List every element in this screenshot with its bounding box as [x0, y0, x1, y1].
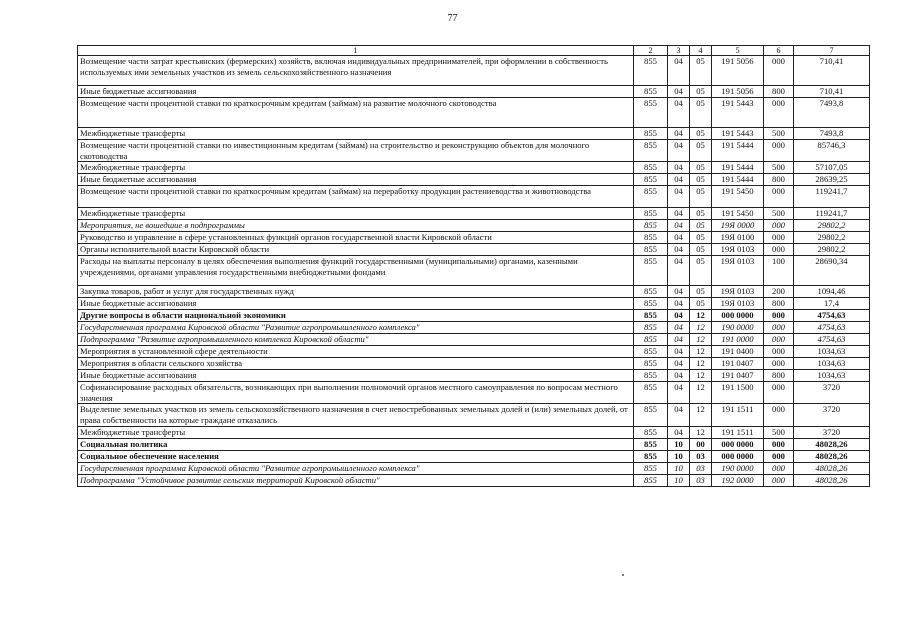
row-type-cell: 000 [764, 220, 794, 232]
row-amount-cell: 29802,2 [794, 244, 870, 256]
row-amount-cell: 1034,63 [794, 358, 870, 370]
row-target-cell: 191 5450 [712, 186, 764, 208]
row-name-cell: Выделение земельных участков из земель сельскохозяйственного назначения в счет невостребованных земельных долей и (или) земельных долей, от права собственности на которые граждане отказались [78, 404, 634, 426]
row-type-cell: 800 [764, 174, 794, 186]
row-section-cell: 10 [668, 438, 690, 450]
table-row [78, 322, 870, 334]
row-subsection-cell: 05 [690, 86, 712, 98]
row-target-cell: 19Я 0000 [712, 220, 764, 232]
row-name-cell: Возмещение части процентной ставки по краткосрочным кредитам (займам) на развитие молочного скотоводства [78, 98, 634, 128]
row-section-cell: 10 [668, 450, 690, 462]
row-section-cell: 04 [668, 128, 690, 140]
table-row [78, 426, 870, 438]
row-section-cell: 04 [668, 310, 690, 322]
row-name-cell: Социальное обеспечение населения [78, 450, 634, 462]
row-section-cell: 04 [668, 232, 690, 244]
row-type-cell: 000 [764, 404, 794, 426]
row-target-cell: 190 0000 [712, 462, 764, 474]
row-name-cell: Расходы на выплаты персоналу в целях обеспечения выполнения функций государственными (муниципальными) органами, казенными учреждениями, органами управления государственными внебюджетными фондами [78, 256, 634, 286]
row-amount-cell: 3720 [794, 426, 870, 438]
row-amount-cell: 29802,2 [794, 232, 870, 244]
row-code-cell: 855 [634, 256, 668, 286]
row-code-cell: 855 [634, 186, 668, 208]
row-name-cell: Мероприятия, не вошедшие в подпрограммы [78, 220, 634, 232]
scan-speck [622, 574, 624, 576]
row-amount-cell: 4754,63 [794, 334, 870, 346]
row-subsection-cell: 05 [690, 56, 712, 86]
table-row [78, 140, 870, 162]
row-name-cell: Руководство и управление в сфере установленных функций органов государственной власти Кировской области [78, 232, 634, 244]
row-code-cell: 855 [634, 162, 668, 174]
row-amount-cell: 710,41 [794, 56, 870, 86]
row-target-cell: 191 5444 [712, 162, 764, 174]
header-cell: 4 [690, 46, 712, 56]
row-name-cell: Иные бюджетные ассигнования [78, 298, 634, 310]
row-target-cell: 191 5056 [712, 56, 764, 86]
row-target-cell: 191 5444 [712, 140, 764, 162]
row-target-cell: 191 0400 [712, 346, 764, 358]
row-type-cell: 000 [764, 462, 794, 474]
row-section-cell: 04 [668, 140, 690, 162]
row-section-cell: 10 [668, 462, 690, 474]
table-row [78, 286, 870, 298]
table-header-row [78, 46, 870, 56]
row-amount-cell: 119241,7 [794, 186, 870, 208]
row-amount-cell: 48028,26 [794, 462, 870, 474]
row-subsection-cell: 05 [690, 174, 712, 186]
row-section-cell: 04 [668, 334, 690, 346]
row-subsection-cell: 05 [690, 232, 712, 244]
row-code-cell: 855 [634, 426, 668, 438]
header-cell: 5 [712, 46, 764, 56]
row-target-cell: 000 0000 [712, 450, 764, 462]
header-cell: 3 [668, 46, 690, 56]
row-section-cell: 04 [668, 56, 690, 86]
row-section-cell: 04 [668, 286, 690, 298]
row-name-cell: Подпрограмма "Устойчивое развитие сельских территорий Кировской области" [78, 474, 634, 486]
row-amount-cell: 7493,8 [794, 128, 870, 140]
row-name-cell: Иные бюджетные ассигнования [78, 86, 634, 98]
row-subsection-cell: 05 [690, 286, 712, 298]
table-row [78, 256, 870, 286]
row-code-cell: 855 [634, 358, 668, 370]
row-section-cell: 04 [668, 86, 690, 98]
row-type-cell: 000 [764, 334, 794, 346]
row-target-cell: 192 0000 [712, 474, 764, 486]
row-subsection-cell: 05 [690, 140, 712, 162]
table-row [78, 98, 870, 128]
header-cell: 6 [764, 46, 794, 56]
row-amount-cell: 28690,34 [794, 256, 870, 286]
row-code-cell: 855 [634, 382, 668, 404]
row-name-cell: Софинансирование расходных обязательств, возникающих при выполнении полномочий органов местного самоуправления по вопросам местного значения [78, 382, 634, 404]
header-cell: 7 [794, 46, 870, 56]
row-section-cell: 04 [668, 370, 690, 382]
row-amount-cell: 3720 [794, 404, 870, 426]
table-row [78, 382, 870, 404]
row-amount-cell: 7493,8 [794, 98, 870, 128]
row-type-cell: 500 [764, 426, 794, 438]
table-row [78, 162, 870, 174]
row-subsection-cell: 05 [690, 128, 712, 140]
row-subsection-cell: 12 [690, 322, 712, 334]
row-name-cell: Возмещение части процентной ставки по краткосрочным кредитам (займам) на переработку продукции растениеводства и животноводства [78, 186, 634, 208]
row-type-cell: 800 [764, 370, 794, 382]
row-amount-cell: 17,4 [794, 298, 870, 310]
row-name-cell: Иные бюджетные ассигнования [78, 370, 634, 382]
table-row [78, 438, 870, 450]
table-row [78, 244, 870, 256]
row-target-cell: 19Я 0103 [712, 244, 764, 256]
row-subsection-cell: 12 [690, 310, 712, 322]
row-target-cell: 190 0000 [712, 322, 764, 334]
table-row [78, 220, 870, 232]
row-code-cell: 855 [634, 462, 668, 474]
table-row [78, 128, 870, 140]
page-number: 77 [447, 13, 458, 24]
row-code-cell: 855 [634, 98, 668, 128]
row-subsection-cell: 12 [690, 334, 712, 346]
row-type-cell: 000 [764, 358, 794, 370]
row-name-cell: Межбюджетные трансферты [78, 162, 634, 174]
row-type-cell: 000 [764, 98, 794, 128]
row-code-cell: 855 [634, 322, 668, 334]
table-row [78, 232, 870, 244]
row-code-cell: 855 [634, 208, 668, 220]
row-code-cell: 855 [634, 286, 668, 298]
row-subsection-cell: 05 [690, 256, 712, 286]
row-type-cell: 000 [764, 474, 794, 486]
row-code-cell: 855 [634, 334, 668, 346]
row-amount-cell: 48028,26 [794, 450, 870, 462]
row-section-cell: 04 [668, 256, 690, 286]
row-name-cell: Другие вопросы в области национальной экономики [78, 310, 634, 322]
header-cell: 1 [78, 46, 634, 56]
row-amount-cell: 85746,3 [794, 140, 870, 162]
table-row [78, 186, 870, 208]
row-target-cell: 191 0407 [712, 358, 764, 370]
row-target-cell: 19Я 0100 [712, 232, 764, 244]
row-code-cell: 855 [634, 404, 668, 426]
table-row [78, 462, 870, 474]
row-section-cell: 04 [668, 346, 690, 358]
row-code-cell: 855 [634, 220, 668, 232]
row-section-cell: 04 [668, 382, 690, 404]
row-code-cell: 855 [634, 438, 668, 450]
row-name-cell: Государственная программа Кировской области "Развитие агропромышленного комплекса" [78, 462, 634, 474]
row-target-cell: 000 0000 [712, 310, 764, 322]
row-code-cell: 855 [634, 174, 668, 186]
row-target-cell: 191 0407 [712, 370, 764, 382]
row-target-cell: 191 1500 [712, 382, 764, 404]
row-type-cell: 500 [764, 128, 794, 140]
row-name-cell: Межбюджетные трансферты [78, 208, 634, 220]
row-code-cell: 855 [634, 298, 668, 310]
row-subsection-cell: 12 [690, 404, 712, 426]
row-type-cell: 000 [764, 232, 794, 244]
row-subsection-cell: 05 [690, 208, 712, 220]
row-section-cell: 04 [668, 358, 690, 370]
row-target-cell: 19Я 0103 [712, 286, 764, 298]
row-code-cell: 855 [634, 310, 668, 322]
row-section-cell: 04 [668, 174, 690, 186]
row-subsection-cell: 12 [690, 382, 712, 404]
row-name-cell: Иные бюджетные ассигнования [78, 174, 634, 186]
row-type-cell: 000 [764, 140, 794, 162]
row-amount-cell: 3720 [794, 382, 870, 404]
table-row [78, 174, 870, 186]
row-type-cell: 500 [764, 162, 794, 174]
row-amount-cell: 4754,63 [794, 310, 870, 322]
row-amount-cell: 48028,26 [794, 438, 870, 450]
row-name-cell: Мероприятия в установленной сфере деятельности [78, 346, 634, 358]
row-subsection-cell: 05 [690, 162, 712, 174]
row-target-cell: 191 5056 [712, 86, 764, 98]
row-type-cell: 000 [764, 438, 794, 450]
row-target-cell: 191 0000 [712, 334, 764, 346]
row-subsection-cell: 05 [690, 244, 712, 256]
row-code-cell: 855 [634, 450, 668, 462]
row-subsection-cell: 03 [690, 462, 712, 474]
row-section-cell: 04 [668, 162, 690, 174]
row-type-cell: 000 [764, 346, 794, 358]
row-code-cell: 855 [634, 346, 668, 358]
row-type-cell: 000 [764, 322, 794, 334]
row-amount-cell: 1034,63 [794, 346, 870, 358]
table-row [78, 298, 870, 310]
row-type-cell: 000 [764, 382, 794, 404]
row-target-cell: 191 5443 [712, 98, 764, 128]
row-target-cell: 191 5444 [712, 174, 764, 186]
row-subsection-cell: 05 [690, 298, 712, 310]
row-name-cell: Межбюджетные трансферты [78, 426, 634, 438]
row-name-cell: Возмещение части затрат крестьянских (фермерских) хозяйств, включая индивидуальных предпринимателей, при оформлении в собственность используемых ими земельных участков из земель сельскохозяйственного назначения [78, 56, 634, 86]
table-row [78, 450, 870, 462]
row-name-cell: Мероприятия в области сельского хозяйства [78, 358, 634, 370]
row-name-cell: Межбюджетные трансферты [78, 128, 634, 140]
row-subsection-cell: 12 [690, 358, 712, 370]
row-type-cell: 100 [764, 256, 794, 286]
row-amount-cell: 1094,46 [794, 286, 870, 298]
row-amount-cell: 28639,25 [794, 174, 870, 186]
row-section-cell: 10 [668, 474, 690, 486]
row-name-cell: Органы исполнительной власти Кировской области [78, 244, 634, 256]
row-subsection-cell: 05 [690, 98, 712, 128]
row-subsection-cell: 12 [690, 346, 712, 358]
row-name-cell: Возмещение части процентной ставки по инвестиционным кредитам (займам) на строительство и реконструкцию объектов для молочного скотоводства [78, 140, 634, 162]
row-code-cell: 855 [634, 244, 668, 256]
row-section-cell: 04 [668, 404, 690, 426]
row-section-cell: 04 [668, 244, 690, 256]
row-subsection-cell: 12 [690, 370, 712, 382]
row-type-cell: 000 [764, 310, 794, 322]
row-subsection-cell: 05 [690, 220, 712, 232]
row-subsection-cell: 03 [690, 450, 712, 462]
row-code-cell: 855 [634, 128, 668, 140]
table-row [78, 474, 870, 486]
row-target-cell: 000 0000 [712, 438, 764, 450]
row-amount-cell: 1034,63 [794, 370, 870, 382]
row-code-cell: 855 [634, 232, 668, 244]
row-name-cell: Государственная программа Кировской области "Развитие агропромышленного комплекса" [78, 322, 634, 334]
row-section-cell: 04 [668, 220, 690, 232]
table-row [78, 404, 870, 426]
row-type-cell: 500 [764, 208, 794, 220]
row-amount-cell: 29802,2 [794, 220, 870, 232]
header-cell: 2 [634, 46, 668, 56]
row-type-cell: 000 [764, 186, 794, 208]
row-target-cell: 19Я 0103 [712, 298, 764, 310]
table-row [78, 56, 870, 86]
row-code-cell: 855 [634, 140, 668, 162]
row-amount-cell: 119241,7 [794, 208, 870, 220]
row-section-cell: 04 [668, 98, 690, 128]
row-name-cell: Социальная политика [78, 438, 634, 450]
row-section-cell: 04 [668, 208, 690, 220]
row-amount-cell: 4754,63 [794, 322, 870, 334]
row-subsection-cell: 03 [690, 474, 712, 486]
row-subsection-cell: 05 [690, 186, 712, 208]
row-target-cell: 191 1511 [712, 426, 764, 438]
budget-table [77, 45, 870, 487]
table-row [78, 86, 870, 98]
row-subsection-cell: 00 [690, 438, 712, 450]
row-target-cell: 19Я 0103 [712, 256, 764, 286]
table-row [78, 334, 870, 346]
table-row [78, 346, 870, 358]
row-code-cell: 855 [634, 474, 668, 486]
row-name-cell: Закупка товаров, работ и услуг для государственных нужд [78, 286, 634, 298]
row-target-cell: 191 5450 [712, 208, 764, 220]
row-code-cell: 855 [634, 56, 668, 86]
row-type-cell: 800 [764, 298, 794, 310]
row-type-cell: 000 [764, 244, 794, 256]
table-row [78, 310, 870, 322]
row-target-cell: 191 5443 [712, 128, 764, 140]
table-row [78, 208, 870, 220]
row-subsection-cell: 12 [690, 426, 712, 438]
row-amount-cell: 48028,26 [794, 474, 870, 486]
row-amount-cell: 710,41 [794, 86, 870, 98]
row-section-cell: 04 [668, 186, 690, 208]
row-type-cell: 800 [764, 86, 794, 98]
row-section-cell: 04 [668, 426, 690, 438]
row-code-cell: 855 [634, 86, 668, 98]
row-type-cell: 000 [764, 56, 794, 86]
row-type-cell: 200 [764, 286, 794, 298]
row-code-cell: 855 [634, 370, 668, 382]
table-row [78, 358, 870, 370]
row-section-cell: 04 [668, 322, 690, 334]
row-amount-cell: 57107,05 [794, 162, 870, 174]
row-type-cell: 000 [764, 450, 794, 462]
row-name-cell: Подпрограмма "Развитие агропромышленного комплекса Кировской области" [78, 334, 634, 346]
row-section-cell: 04 [668, 298, 690, 310]
table-row [78, 370, 870, 382]
row-target-cell: 191 1511 [712, 404, 764, 426]
